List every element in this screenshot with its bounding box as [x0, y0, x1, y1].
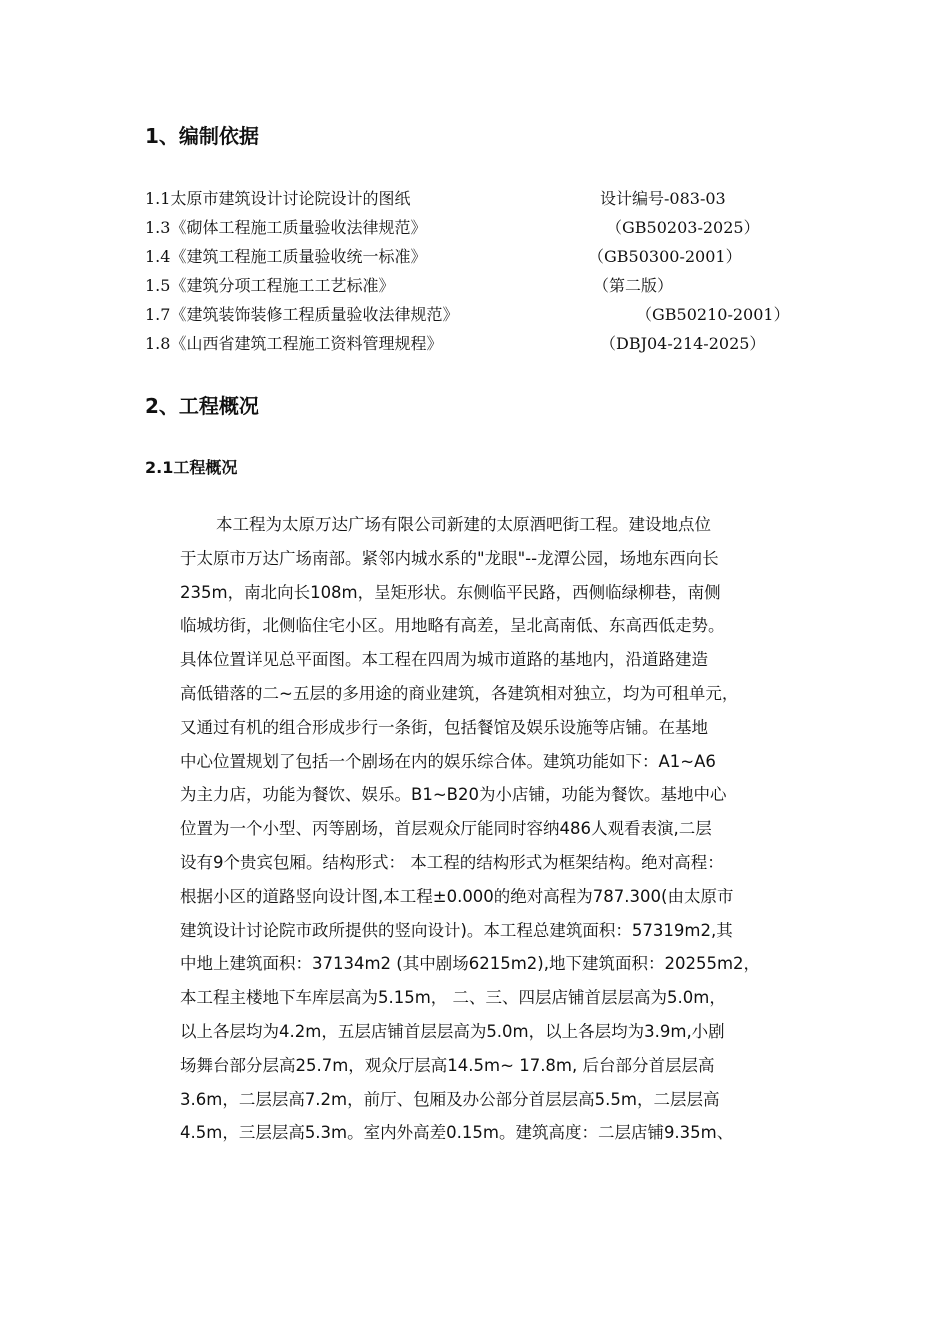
reference-item [145, 274, 845, 298]
reference-name: 1.1太原市建筑设计讨论院设计的图纸 [145, 189, 411, 208]
reference-item [145, 245, 845, 269]
paragraph-line: 235m，南北向长108m，呈矩形状。东侧临平民路，西侧临绿柳巷，南侧 [180, 582, 721, 602]
section-2-1-heading: 2.1工程概况 [145, 458, 238, 477]
paragraph-line: 中地上建筑面积：37134m2 (其中剧场6215m2),地下建筑面积：20255m2， [180, 954, 761, 974]
reference-item [145, 303, 845, 327]
paragraph-line: 又通过有机的组合形成步行一条街，包括餐馆及娱乐设施等店铺。在基地 [180, 717, 708, 737]
paragraph-line: 位置为一个小型、丙等剧场，首层观众厅能同时容纳486人观看表演,二层 [180, 819, 712, 839]
reference-name: 1.4《建筑工程施工质量验收统一标准》 [145, 247, 427, 266]
reference-code: （DBJ04-214-2025） [600, 334, 766, 353]
paragraph-line: 为主力店，功能为餐饮、娱乐。B1~B20为小店铺，功能为餐饮。基地中心 [180, 785, 727, 805]
paragraph-line: 中心位置规划了包括一个剧场在内的娱乐综合体。建筑功能如下：A1~A6 [180, 751, 716, 771]
reference-code: （GB50300-2001） [588, 247, 742, 266]
section-1-heading: 1、编制依据 [145, 124, 259, 148]
paragraph-line: 于太原市万达广场南部。紧邻内城水系的"龙眼"--龙潭公园，场地东西向长 [180, 548, 719, 568]
paragraph-line: 高低错落的二~五层的多用途的商业建筑，各建筑相对独立，均为可租单元， [180, 683, 739, 703]
paragraph-line: 临城坊街，北侧临住宅小区。用地略有高差，呈北高南低、东高西低走势。 [180, 616, 725, 636]
paragraph-line: 建筑设计讨论院市政所提供的竖向设计)。本工程总建筑面积：57319m2,其 [180, 920, 733, 940]
reference-code: （GB50210-2001） [636, 305, 790, 324]
paragraph-line: 3.6m，二层层高7.2m，前厅、包厢及办公部分首层层高5.5m，二层层高 [180, 1089, 720, 1109]
paragraph-line: 4.5m，三层层高5.3m。室内外高差0.15m。建筑高度：二层店铺9.35m、 [180, 1123, 734, 1143]
section-2-heading: 2、工程概况 [145, 394, 259, 418]
reference-code: 设计编号-083-03 [600, 189, 726, 208]
project-overview-paragraph [180, 508, 810, 1150]
reference-code: （第二版） [593, 276, 674, 295]
reference-item [145, 187, 845, 211]
reference-name: 1.8《山西省建筑工程施工资料管理规程》 [145, 334, 443, 353]
paragraph-line: 场舞台部分层高25.7m，观众厅层高14.5m~ 17.8m, 后台部分首层层高 [180, 1055, 715, 1075]
reference-item [145, 332, 845, 356]
reference-name: 1.5《建筑分项工程施工工艺标准》 [145, 276, 395, 295]
paragraph-line: 具体位置详见总平面图。本工程在四周为城市道路的基地内，沿道路建造 [180, 650, 708, 670]
reference-code: （GB50203-2025） [606, 218, 760, 237]
paragraph-line: 设有9个贵宾包厢。结构形式： 本工程的结构形式为框架结构。绝对高程： [180, 852, 724, 872]
paragraph-line: 本工程主楼地下车库层高为5.15m， 二、三、四层店铺首层层高为5.0m， [180, 988, 726, 1008]
reference-item [145, 216, 845, 240]
paragraph-line: 以上各层均为4.2m，五层店铺首层层高为5.0m，以上各层均为3.9m,小剧 [180, 1021, 725, 1041]
paragraph-line: 本工程为太原万达广场有限公司新建的太原酒吧街工程。建设地点位 [216, 515, 711, 534]
reference-name: 1.7《建筑装饰装修工程质量验收法律规范》 [145, 305, 459, 324]
paragraph-line: 根据小区的道路竖向设计图,本工程±0.000的绝对高程为787.300(由太原市 [180, 886, 734, 906]
reference-name: 1.3《砌体工程施工质量验收法律规范》 [145, 218, 427, 237]
